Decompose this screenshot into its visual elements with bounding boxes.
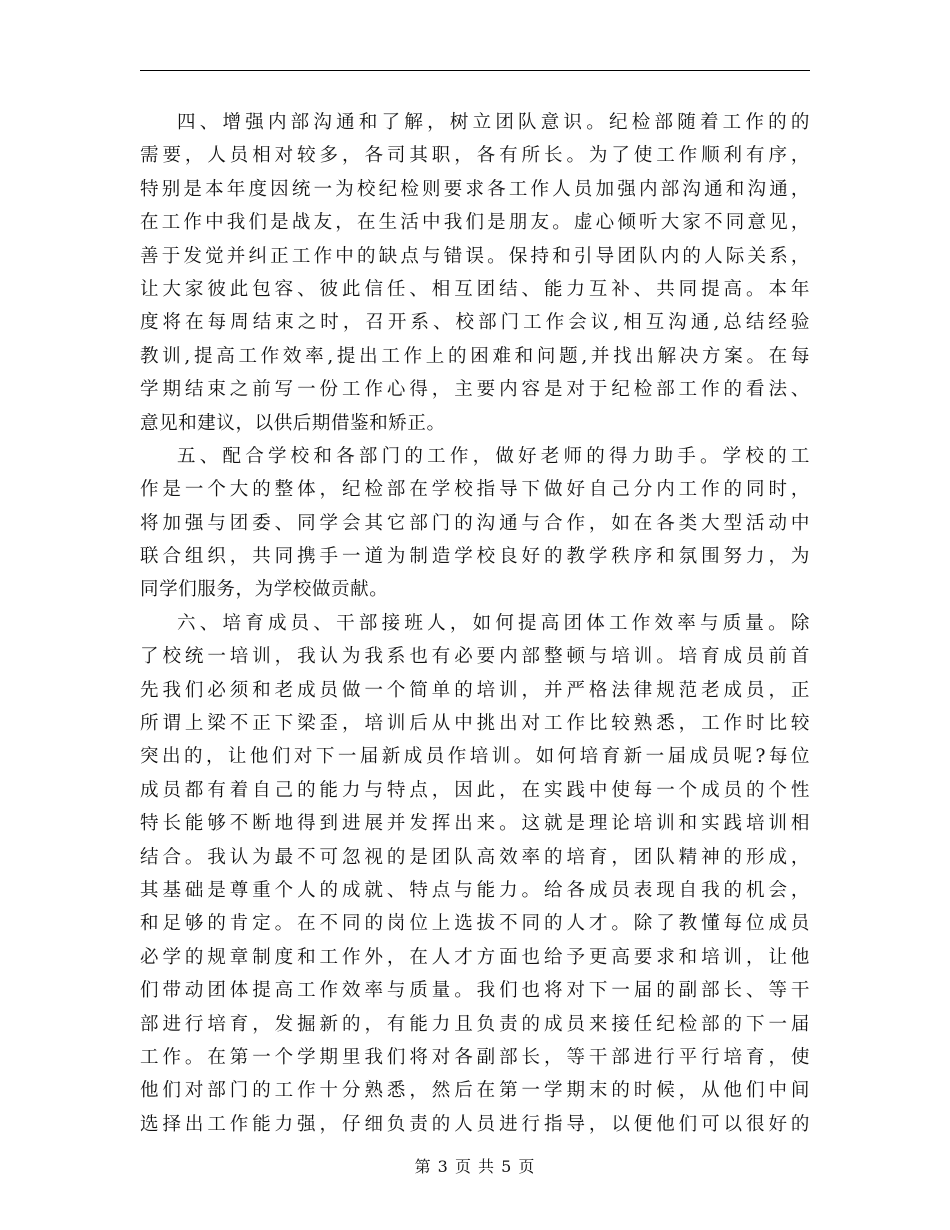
text-line: 结合。我认为最不可忽视的是团队高效率的培育，团队精神的形成， xyxy=(140,846,810,868)
text-line: 所谓上梁不正下梁歪，培训后从中挑出对工作比较熟悉，工作时比较 xyxy=(140,713,810,735)
text-line: 他们对部门的工作十分熟悉，然后在第一学期末的时候，从他们中间 xyxy=(140,1080,810,1102)
text-line: 同学们服务，为学校做贡献。 xyxy=(140,579,389,601)
text-line: 将加强与团委、同学会其它部门的沟通与合作，如在各类大型活动中 xyxy=(140,512,810,534)
text-line: 突出的，让他们对下一届新成员作培训。如何培育新一届成员呢?每位 xyxy=(140,746,810,768)
text-line: 在工作中我们是战友，在生活中我们是朋友。虚心倾听大家不同意见， xyxy=(140,212,810,234)
text-line: 四、增强内部沟通和了解，树立团队意识。纪检部随着工作的的 xyxy=(177,112,810,133)
text-line: 让大家彼此包容、彼此信任、相互团结、能力互补、共同提高。本年 xyxy=(140,278,810,300)
document-body xyxy=(140,106,810,1141)
text-line: 和足够的肯定。在不同的岗位上选拔不同的人才。除了教懂每位成员 xyxy=(140,913,810,935)
text-line: 五、配合学校和各部门的工作，做好老师的得力助手。学校的工 xyxy=(177,445,810,467)
text-line: 工作。在第一个学期里我们将对各副部长，等干部进行平行培育，使 xyxy=(140,1046,810,1068)
text-line: 特别是本年度因统一为校纪检则要求各工作人员加强内部沟通和沟通， xyxy=(140,178,810,200)
text-line: 们带动团体提高工作效率与质量。我们也将对下一届的副部长、等干 xyxy=(140,980,810,1002)
text-line: 成员都有着自己的能力与特点，因此，在实践中使每一个成员的个性 xyxy=(140,779,810,801)
text-line: 特长能够不断地得到进展并发挥出来。这就是理论培训和实践培训相 xyxy=(140,813,810,835)
text-line: 意见和建议，以供后期借鉴和矫正。 xyxy=(140,412,446,434)
text-line: 学期结束之前写一份工作心得，主要内容是对于纪检部工作的看法、 xyxy=(140,379,810,401)
text-line: 先我们必须和老成员做一个简单的培训，并严格法律规范老成员，正 xyxy=(140,679,810,701)
text-line: 部进行培育，发掘新的，有能力且负责的成员来接任纪检部的下一届 xyxy=(140,1013,810,1035)
text-line: 其基础是尊重个人的成就、特点与能力。给各成员表现自我的机会， xyxy=(140,879,810,901)
text-line: 了校统一培训，我认为我系也有必要内部整顿与培训。培育成员前首 xyxy=(140,646,810,668)
text-line: 需要，人员相对较多，各司其职，各有所长。为了使工作顺利有序， xyxy=(140,145,810,167)
page-number-footer: 第 3 页 共 5 页 xyxy=(414,1157,536,1176)
header-rule xyxy=(140,70,810,71)
text-line: 度将在每周结束之时，召开系、校部门工作会议,相互沟通,总结经验 xyxy=(140,312,810,334)
text-line: 六、培育成员、干部接班人，如何提高团体工作效率与质量。除 xyxy=(177,612,810,634)
text-line: 选择出工作能力强，仔细负责的人员进行指导，以便他们可以很好的 xyxy=(140,1113,810,1135)
text-line: 善于发觉并纠正工作中的缺点与错误。保持和引导团队内的人际关系， xyxy=(140,245,810,267)
text-line: 联合组织，共同携手一道为制造学校良好的教学秩序和氛围努力，为 xyxy=(140,546,810,568)
text-line: 教训,提高工作效率,提出工作上的困难和问题,并找出解决方案。在每 xyxy=(140,345,810,367)
text-line: 必学的规章制度和工作外，在人才方面也给予更高要求和培训，让他 xyxy=(140,946,810,968)
text-line: 作是一个大的整体，纪检部在学校指导下做好自己分内工作的同时， xyxy=(140,479,810,501)
